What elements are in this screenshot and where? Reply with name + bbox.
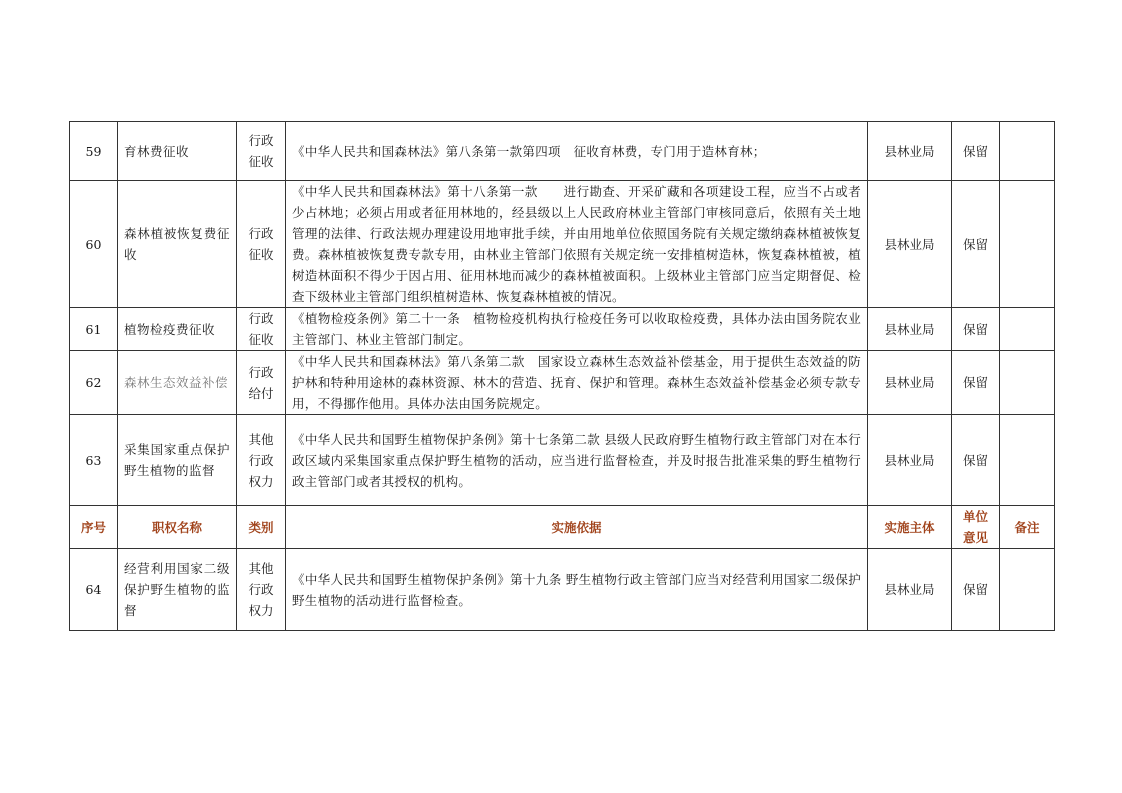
header-basis: 实施依据 [286,506,868,549]
legal-basis: 《中华人民共和国森林法》第十八条第一款 进行勘查、开采矿藏和各项建设工程，应当不占或者少占林地；必须占用或者征用林地的，经县级以上人民政府林业主管部门审核同意后，依照有关土地管理的法律、行政法规办理建设用地审批手续，并由用地单位依照国务院有关规定缴纳森林植被恢复费。森林植被恢复费专款专用，由林业主管部门依照有关规定统一安排植树造林，恢复森林植被，植树造林面积不得少于因占用、征用林地而减少的森林植被面积。上级林业主管部门应当定期督促、检查下级林业主管部门组织植树造林、恢复森林植被的情况。 [286,181,868,308]
table-header-row [70,506,1055,549]
authority-type: 行政征收 [237,122,286,181]
row-number: 64 [70,549,118,631]
authority-name: 森林植被恢复费征收 [118,181,237,308]
header-agent: 实施主体 [868,506,952,549]
remark [1000,351,1055,415]
implementing-agency: 县林业局 [868,122,952,181]
authority-type: 其他行政权力 [237,415,286,506]
row-number: 62 [70,351,118,415]
legal-basis: 《中华人民共和国森林法》第八条第二款 国家设立森林生态效益补偿基金，用于提供生态效益的防护林和特种用途林的森林资源、林木的营造、抚育、保护和管理。森林生态效益补偿基金必须专款专用，不得挪作他用。具体办法由国务院规定。 [286,351,868,415]
table-row [70,415,1055,506]
unit-opinion: 保留 [952,181,1000,308]
table-row [70,351,1055,415]
row-number: 61 [70,308,118,351]
row-number: 59 [70,122,118,181]
header-no: 序号 [70,506,118,549]
unit-opinion: 保留 [952,415,1000,506]
remark [1000,308,1055,351]
authority-type: 行政征收 [237,308,286,351]
row-number: 63 [70,415,118,506]
authority-name: 育林费征收 [118,122,237,181]
unit-opinion: 保留 [952,122,1000,181]
unit-opinion: 保留 [952,351,1000,415]
table-row [70,549,1055,631]
authority-name: 植物检疫费征收 [118,308,237,351]
header-type: 类别 [237,506,286,549]
unit-opinion: 保留 [952,308,1000,351]
implementing-agency: 县林业局 [868,415,952,506]
unit-opinion: 保留 [952,549,1000,631]
authority-type: 行政征收 [237,181,286,308]
remark [1000,415,1055,506]
authority-name: 经营利用国家二级保护野生植物的监督 [118,549,237,631]
authority-name: 森林生态效益补偿 [118,351,237,415]
authority-name: 采集国家重点保护野生植物的监督 [118,415,237,506]
header-name: 职权名称 [118,506,237,549]
remark [1000,181,1055,308]
legal-basis: 《中华人民共和国森林法》第八条第一款第四项 征收育林费，专门用于造林育林； [286,122,868,181]
legal-basis: 《中华人民共和国野生植物保护条例》第十七条第二款 县级人民政府野生植物行政主管部门对在本行政区域内采集国家重点保护野生植物的活动，应当进行监督检查，并及时报告批准采集的野生植物行政主管部门或者其授权的机构。 [286,415,868,506]
legal-basis: 《植物检疫条例》第二十一条 植物检疫机构执行检疫任务可以收取检疫费，具体办法由国务院农业主管部门、林业主管部门制定。 [286,308,868,351]
authority-type: 其他行政权力 [237,549,286,631]
implementing-agency: 县林业局 [868,549,952,631]
row-number: 60 [70,181,118,308]
implementing-agency: 县林业局 [868,308,952,351]
implementing-agency: 县林业局 [868,351,952,415]
table-row [70,181,1055,308]
table-row [70,308,1055,351]
header-remark: 备注 [1000,506,1055,549]
table-row [70,122,1055,181]
legal-basis: 《中华人民共和国野生植物保护条例》第十九条 野生植物行政主管部门应当对经营利用国家二级保护野生植物的活动进行监督检查。 [286,549,868,631]
header-opinion: 单位意见 [952,506,1000,549]
authority-type: 行政给付 [237,351,286,415]
authority-table [69,121,1055,631]
remark [1000,549,1055,631]
remark [1000,122,1055,181]
implementing-agency: 县林业局 [868,181,952,308]
